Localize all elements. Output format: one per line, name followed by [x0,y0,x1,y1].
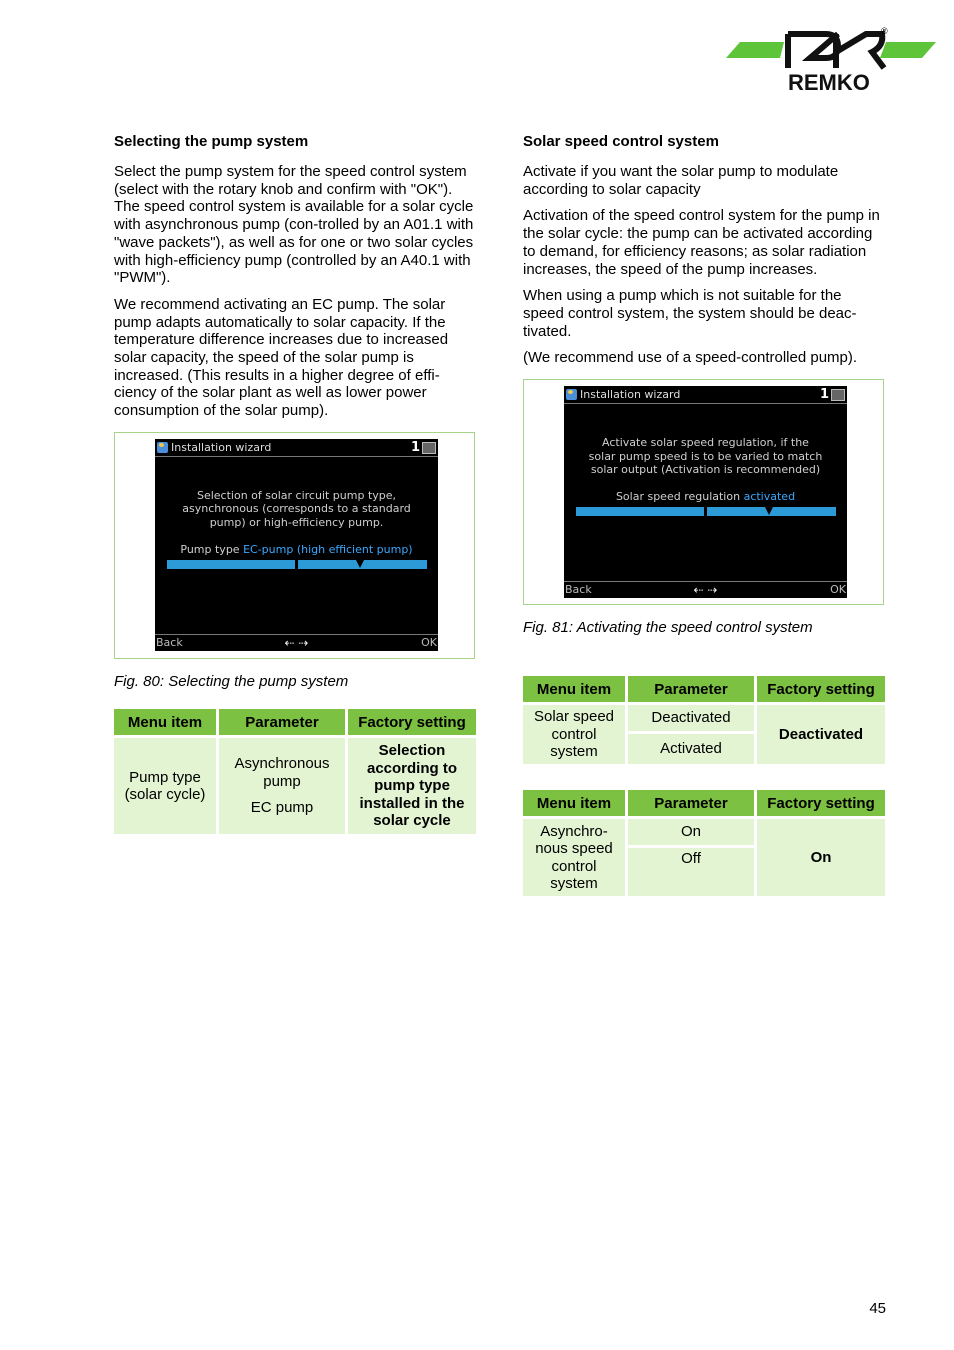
factory-setting-cell: Deactivated [757,705,885,764]
parameter-cell [219,738,345,834]
selection-bar-left [576,507,704,516]
header-parameter: Parameter [219,709,345,735]
parameter-cell: Off [628,848,754,896]
async-speed-table [520,787,888,899]
table-header-row [523,676,885,702]
setting-label: Pump type [180,542,240,556]
table-row [523,819,885,845]
header-menu-item: Menu item [523,790,625,816]
header-factory-setting: Factory setting [348,709,476,735]
figure-80 [114,432,475,659]
parameter-cell: On [628,819,754,845]
header-factory-setting: Factory setting [757,676,885,702]
table-row [114,738,476,834]
solar-speed-setting[interactable] [564,490,847,503]
page-indicator: 1 [819,387,829,403]
right-column [523,132,885,637]
remko-logo [726,28,938,94]
pump-type-setting[interactable] [155,543,438,556]
header-parameter: Parameter [628,790,754,816]
back-button[interactable]: Back [156,635,183,649]
factory-setting-cell: On [757,819,885,896]
setting-value[interactable]: EC-pump (high efficient pump) [243,542,413,556]
right-paragraph-2: Activation of the speed control system for the pump in the solar cycle: the pump can be activated according to demand, for efficiency reasons; as solar radiation increases, the speed of the pump increases. [523,207,880,278]
selection-marker [765,507,773,515]
controller-screen [564,386,847,598]
screen-message: Selection of solar circuit pump type, asynchronous (corresponds to a standard pump) or high-efficiency pump. [182,488,411,529]
figure-81 [523,379,884,605]
solar-speed-table [520,673,888,767]
ok-button[interactable]: OK [421,635,437,649]
back-button[interactable]: Back [565,583,592,597]
menu-item-cell: Asynchro-nous speed control system [523,819,625,896]
screen-message: Activate solar speed regulation, if the solar pump speed is to be varied to match solar output (Activation is recommended) [588,436,823,477]
parameter-cell: Deactivated [628,705,754,731]
menu-item-cell: Pump type (solar cycle) [114,738,216,834]
setting-value[interactable]: activated [743,490,796,504]
brand-name: REMKO [788,70,870,95]
navigation-arrows-icon[interactable]: ⇠ ⇢ [284,635,309,650]
left-column [114,132,476,691]
right-heading: Solar speed control system [523,133,719,150]
figure-80-caption: Fig. 80: Selecting the pump system [114,672,349,690]
page-indicator: 1 [410,439,420,455]
selection-marker [356,560,364,568]
factory-setting-cell: Selection according to pump type installed in the solar cycle [348,738,476,834]
sd-card-icon [831,389,845,401]
screen-footer [564,581,847,598]
table-row [523,705,885,731]
header-menu-item: Menu item [523,676,625,702]
screen-title: Installation wizard [171,440,272,454]
right-paragraph-3: When using a pump which is not suitable for the speed control system, the system should be deac-tivated. [523,287,857,340]
right-paragraph-4: (We recommend use of a speed-controlled pump). [523,349,858,367]
registered-mark: ® [881,26,888,36]
pump-type-table [111,706,479,837]
navigation-arrows-icon[interactable]: ⇠ ⇢ [693,583,718,598]
menu-item-cell: Solar speed control system [523,705,625,764]
parameter-option: EC pump [250,799,314,817]
right-paragraph-1: Activate if you want the solar pump to modulate according to solar capacity [523,163,839,198]
header-menu-item: Menu item [114,709,216,735]
selection-bar-left [167,560,295,569]
screen-title: Installation wizard [580,388,681,402]
left-heading: Selecting the pump system [114,133,309,150]
setting-label: Solar speed regulation [615,490,741,504]
header-parameter: Parameter [628,676,754,702]
ok-button[interactable]: OK [830,583,846,597]
table-header-row [114,709,476,735]
table-header-row [523,790,885,816]
figure-81-caption: Fig. 81: Activating the speed control system [523,619,813,637]
wizard-icon [566,389,577,400]
left-paragraph-1: Select the pump system for the speed control system (select with the rotary knob and confirm with "OK"). The speed control system is available for a solar cycle with asynchronous pump (con-trolled by an A01.1 with "wave packets"), as well as for one or two solar cycles with high-efficiency pump (controlled by an A40.1 with "PWM"). [114,163,474,287]
screen-title-bar [155,439,438,457]
screen-footer [155,634,438,651]
wizard-icon [157,442,168,453]
sd-card-icon [422,442,436,454]
left-paragraph-2: We recommend activating an EC pump. The solar pump adapts automatically to solar capacity. If the temperature difference increases due to increased solar capacity, the speed of the solar pump is increased. (This results in a higher degree of effi-ciency of the solar plant as well as lower power consumption of the solar pump). [114,295,449,420]
screen-title-bar [564,386,847,404]
parameter-option: Asynchronous pump [234,755,330,790]
page-number: 45 [869,1300,886,1317]
header-factory-setting: Factory setting [757,790,885,816]
parameter-cell: Activated [628,734,754,764]
controller-screen [155,439,438,651]
